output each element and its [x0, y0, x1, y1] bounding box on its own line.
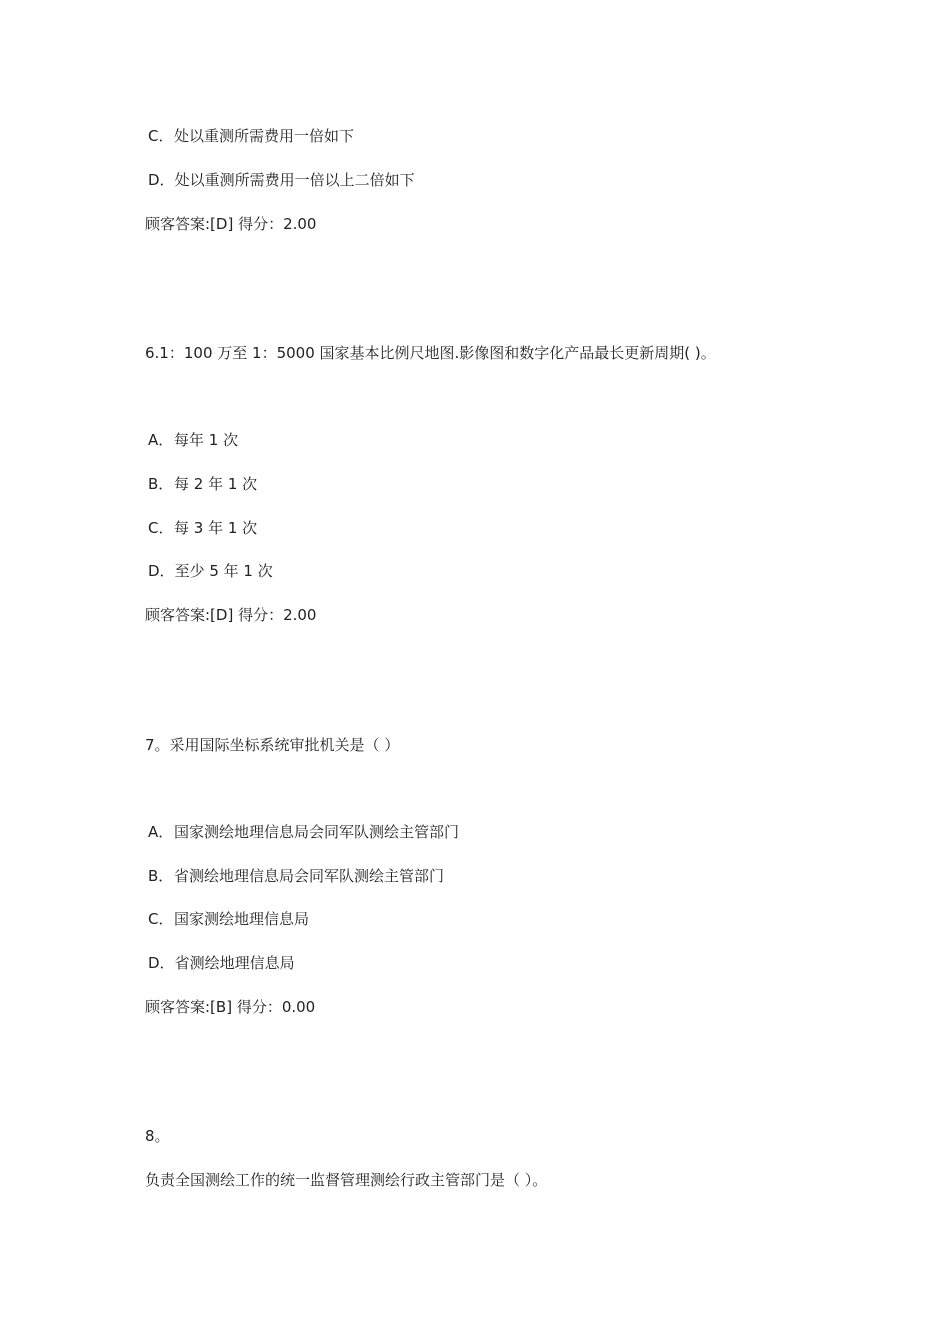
option-text: 省测绘地理信息局 [174, 954, 295, 972]
customer-answer: 顾客答案:[B] 得分：0.00 [145, 998, 316, 1016]
option-letter: A． [148, 431, 174, 449]
option-text: 至少 5 年 1 次 [174, 562, 273, 580]
option-letter: A． [148, 823, 174, 841]
option-d [148, 561, 273, 581]
option-text: 每 3 年 1 次 [174, 519, 258, 537]
option-letter: D． [148, 954, 175, 972]
option-text: 处以重测所需费用一倍如下 [174, 127, 355, 145]
option-c [148, 518, 257, 538]
customer-answer: 顾客答案:[D] 得分：2.00 [145, 606, 317, 624]
option-letter: C． [148, 127, 174, 145]
option-letter: D． [148, 171, 175, 189]
option-letter: B． [148, 475, 174, 493]
option-c [148, 126, 354, 146]
option-d [148, 953, 295, 973]
option-a [148, 430, 238, 450]
option-letter: D． [148, 562, 175, 580]
option-a [148, 822, 459, 842]
question-8-number: 8。 [145, 1127, 170, 1145]
option-text: 国家测绘地理信息局会同军队测绘主管部门 [174, 823, 460, 841]
question-7-text: 7。采用国际坐标系统审批机关是（ ） [145, 736, 400, 754]
option-d [148, 170, 415, 190]
option-letter: C． [148, 519, 174, 537]
option-b [148, 866, 444, 886]
option-text: 省测绘地理信息局会同军队测绘主管部门 [174, 867, 445, 885]
option-b [148, 474, 257, 494]
option-letter: C． [148, 910, 174, 928]
option-text: 处以重测所需费用一倍以上二倍如下 [174, 171, 415, 189]
question-6-text: 6.1：100 万至 1：5000 国家基本比例尺地图.影像图和数字化产品最长更新周期( )。 [145, 344, 716, 362]
option-text: 每 2 年 1 次 [174, 475, 258, 493]
option-text: 国家测绘地理信息局 [174, 910, 310, 928]
question-8-text: 负责全国测绘工作的统一监督管理测绘行政主管部门是（ ）。 [145, 1171, 548, 1189]
customer-answer: 顾客答案:[D] 得分：2.00 [145, 215, 317, 233]
option-text: 每年 1 次 [174, 431, 239, 449]
option-c [148, 909, 309, 929]
option-letter: B． [148, 867, 174, 885]
